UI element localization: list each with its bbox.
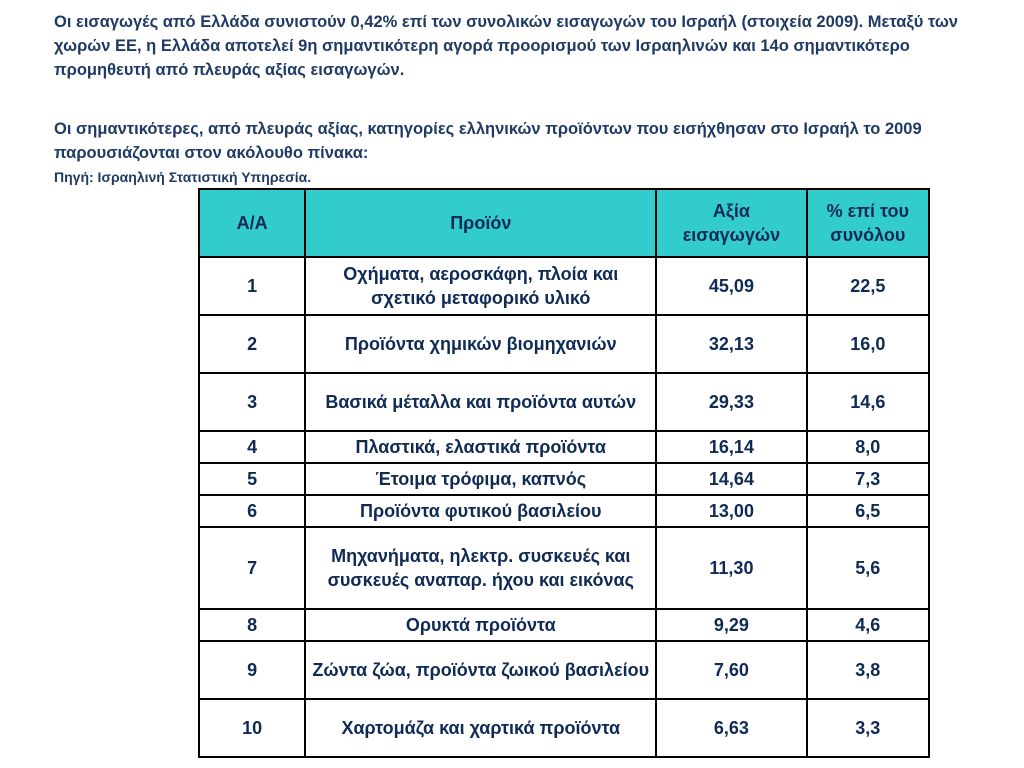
cell-percent: 3,8 [807,641,929,699]
cell-percent: 4,6 [807,609,929,641]
cell-product: Προϊόντα φυτικού βασιλείου [305,495,656,527]
cell-product: Χαρτομάζα και χαρτικά προϊόντα [305,699,656,757]
table-row [199,495,929,527]
cell-percent: 6,5 [807,495,929,527]
cell-product: Οχήματα, αεροσκάφη, πλοία και σχετικό μεταφορικό υλικό [305,257,656,315]
table-header-row [199,189,929,257]
table-row [199,431,929,463]
cell-product: Έτοιμα τρόφιμα, καπνός [305,463,656,495]
paragraph-1: Οι εισαγωγές από Ελλάδα συνιστούν 0,42% επί των συνολικών εισαγωγών του Ισραήλ (στοιχεία 2009). Μεταξύ των χωρών ΕΕ, η Ελλάδα αποτελεί 9η σημαντικότερη αγορά προορισμού των Ισραηλινών και 14ο σημαντικότερο προμηθευτή από πλευράς αξίας εισαγωγών. [54,13,958,79]
cell-product: Προϊόντα χημικών βιομηχανιών [305,315,656,373]
table-row [199,315,929,373]
paragraph-2: Οι σημαντικότερες, από πλευράς αξίας, κατηγορίες ελληνικών προϊόντων που εισήχθησαν στο Ισραήλ το 2009 παρουσιάζονται στον ακόλουθο πίνακα: [54,119,922,162]
cell-value: 14,64 [656,463,806,495]
cell-percent: 16,0 [807,315,929,373]
cell-product: Ζώντα ζώα, προϊόντα ζωικού βασιλείου [305,641,656,699]
cell-value: 45,09 [656,257,806,315]
cell-value: 9,29 [656,609,806,641]
cell-percent: 3,3 [807,699,929,757]
cell-product: Πλαστικά, ελαστικά προϊόντα [305,431,656,463]
cell-value: 32,13 [656,315,806,373]
cell-product: Μηχανήματα, ηλεκτρ. συσκευές και συσκευές αναπαρ. ήχου και εικόνας [305,527,656,609]
header-no: Α/Α [199,189,305,257]
cell-no: 9 [199,641,305,699]
header-percent: % επί του συνόλου [807,189,929,257]
cell-value: 7,60 [656,641,806,699]
cell-percent: 22,5 [807,257,929,315]
cell-percent: 8,0 [807,431,929,463]
cell-no: 10 [199,699,305,757]
cell-no: 8 [199,609,305,641]
table-row [199,373,929,431]
table-row [199,609,929,641]
table-row [199,527,929,609]
cell-value: 29,33 [656,373,806,431]
header-product: Προϊόν [305,189,656,257]
table-row [199,257,929,315]
cell-no: 4 [199,431,305,463]
cell-percent: 5,6 [807,527,929,609]
imports-table [198,188,930,758]
cell-product: Βασικά μέταλλα και προϊόντα αυτών [305,373,656,431]
cell-no: 1 [199,257,305,315]
cell-value: 13,00 [656,495,806,527]
cell-no: 7 [199,527,305,609]
cell-no: 5 [199,463,305,495]
table-row [199,699,929,757]
cell-value: 16,14 [656,431,806,463]
cell-no: 6 [199,495,305,527]
cell-value: 6,63 [656,699,806,757]
cell-product: Ορυκτά προϊόντα [305,609,656,641]
table-row [199,641,929,699]
cell-no: 2 [199,315,305,373]
header-value: Αξία εισαγωγών [656,189,806,257]
table-row [199,463,929,495]
cell-percent: 7,3 [807,463,929,495]
source-note: Πηγή: Ισραηλινή Στατιστική Υπηρεσία. [54,169,312,185]
cell-percent: 14,6 [807,373,929,431]
cell-value: 11,30 [656,527,806,609]
cell-no: 3 [199,373,305,431]
intro-paragraph [54,10,984,82]
